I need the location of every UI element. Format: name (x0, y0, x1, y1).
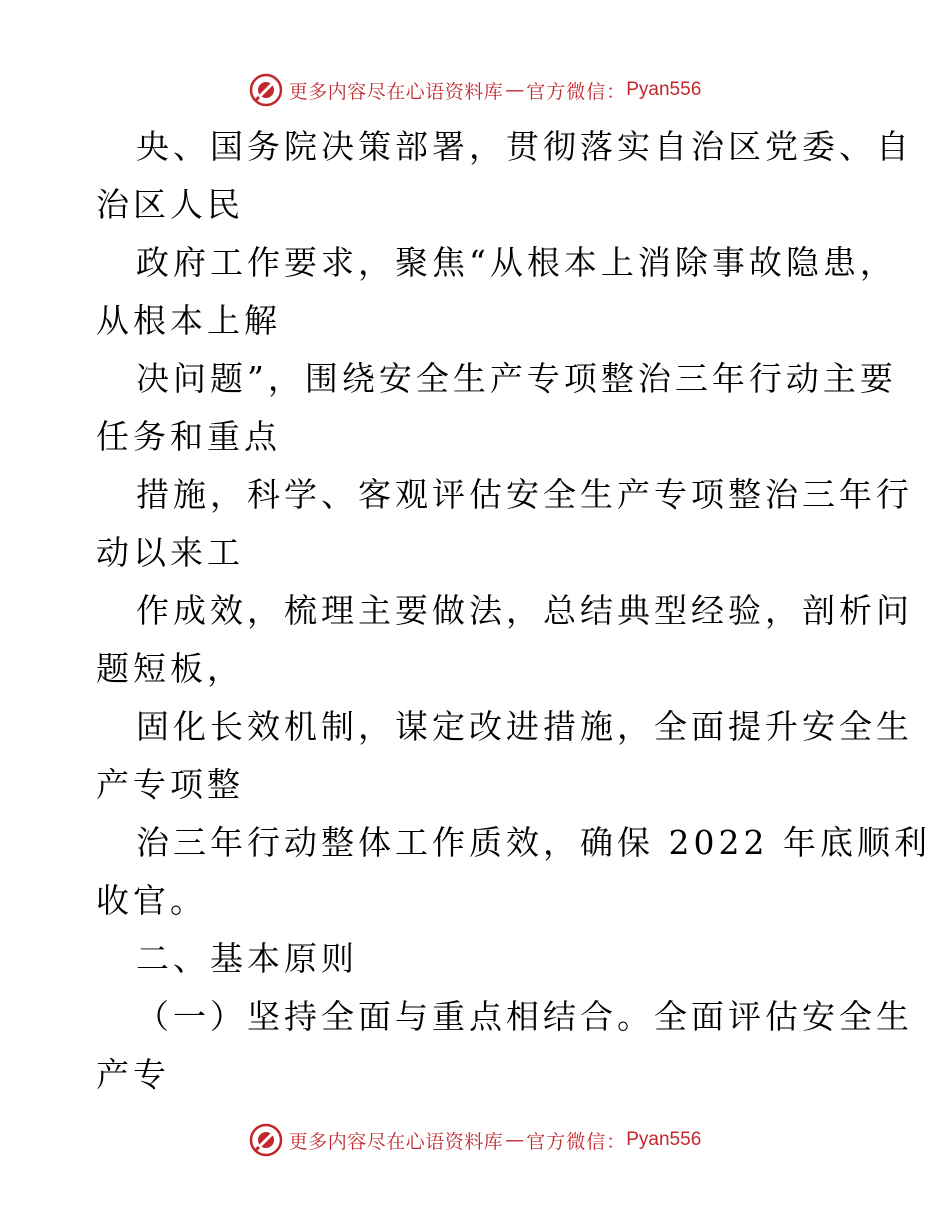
text-line: 动以来工 (96, 533, 244, 572)
text-line: 固化长效机制，谋定改进措施，全面提升安全生 (136, 707, 913, 746)
text-line: 作成效，梳理主要做法，总结典型经验，剖析问 (136, 591, 913, 630)
watermark-main-text: 更多内容尽在心语资料库 (288, 1130, 504, 1153)
watermark-wechat-label: 官方微信： (526, 1130, 627, 1153)
footer-watermark (0, 1120, 950, 1160)
section-heading: 二、基本原则 (136, 939, 358, 978)
text-line: 产专项整 (96, 765, 244, 804)
text-line: 央、国务院决策部署，贯彻落实自治区党委、自 (136, 127, 913, 166)
text-line: 产专 (96, 1055, 170, 1094)
pen-logo-icon (249, 1123, 283, 1157)
watermark-separator: — (505, 1129, 525, 1151)
watermark-wechat-label: 官方微信： (526, 80, 627, 103)
document-body (96, 118, 931, 1104)
watermark-separator: — (505, 79, 525, 101)
header-watermark (0, 70, 950, 110)
pen-logo-icon (249, 73, 283, 107)
watermark-main-text: 更多内容尽在心语资料库 (288, 80, 504, 103)
text-line: 任务和重点 (96, 417, 281, 456)
text-line: 治区人民 (96, 185, 244, 224)
text-line: 措施，科学、客观评估安全生产专项整治三年行 (136, 475, 913, 514)
text-line: 从根本上解 (96, 301, 281, 340)
watermark-wechat-id: Pyan556 (626, 1129, 702, 1150)
text-line: 治三年行动整体工作质效，确保 2022 年底顺利 (136, 823, 931, 862)
text-line: 决问题”，围绕安全生产专项整治三年行动主要 (136, 359, 897, 398)
text-line: 收官。 (96, 881, 207, 920)
text-line: 题短板， (96, 649, 244, 688)
watermark-wechat-id: Pyan556 (626, 79, 702, 100)
text-line: 政府工作要求，聚焦“从根本上消除事故隐患， (136, 243, 897, 282)
text-line: （一）坚持全面与重点相结合。全面评估安全生 (136, 997, 913, 1036)
